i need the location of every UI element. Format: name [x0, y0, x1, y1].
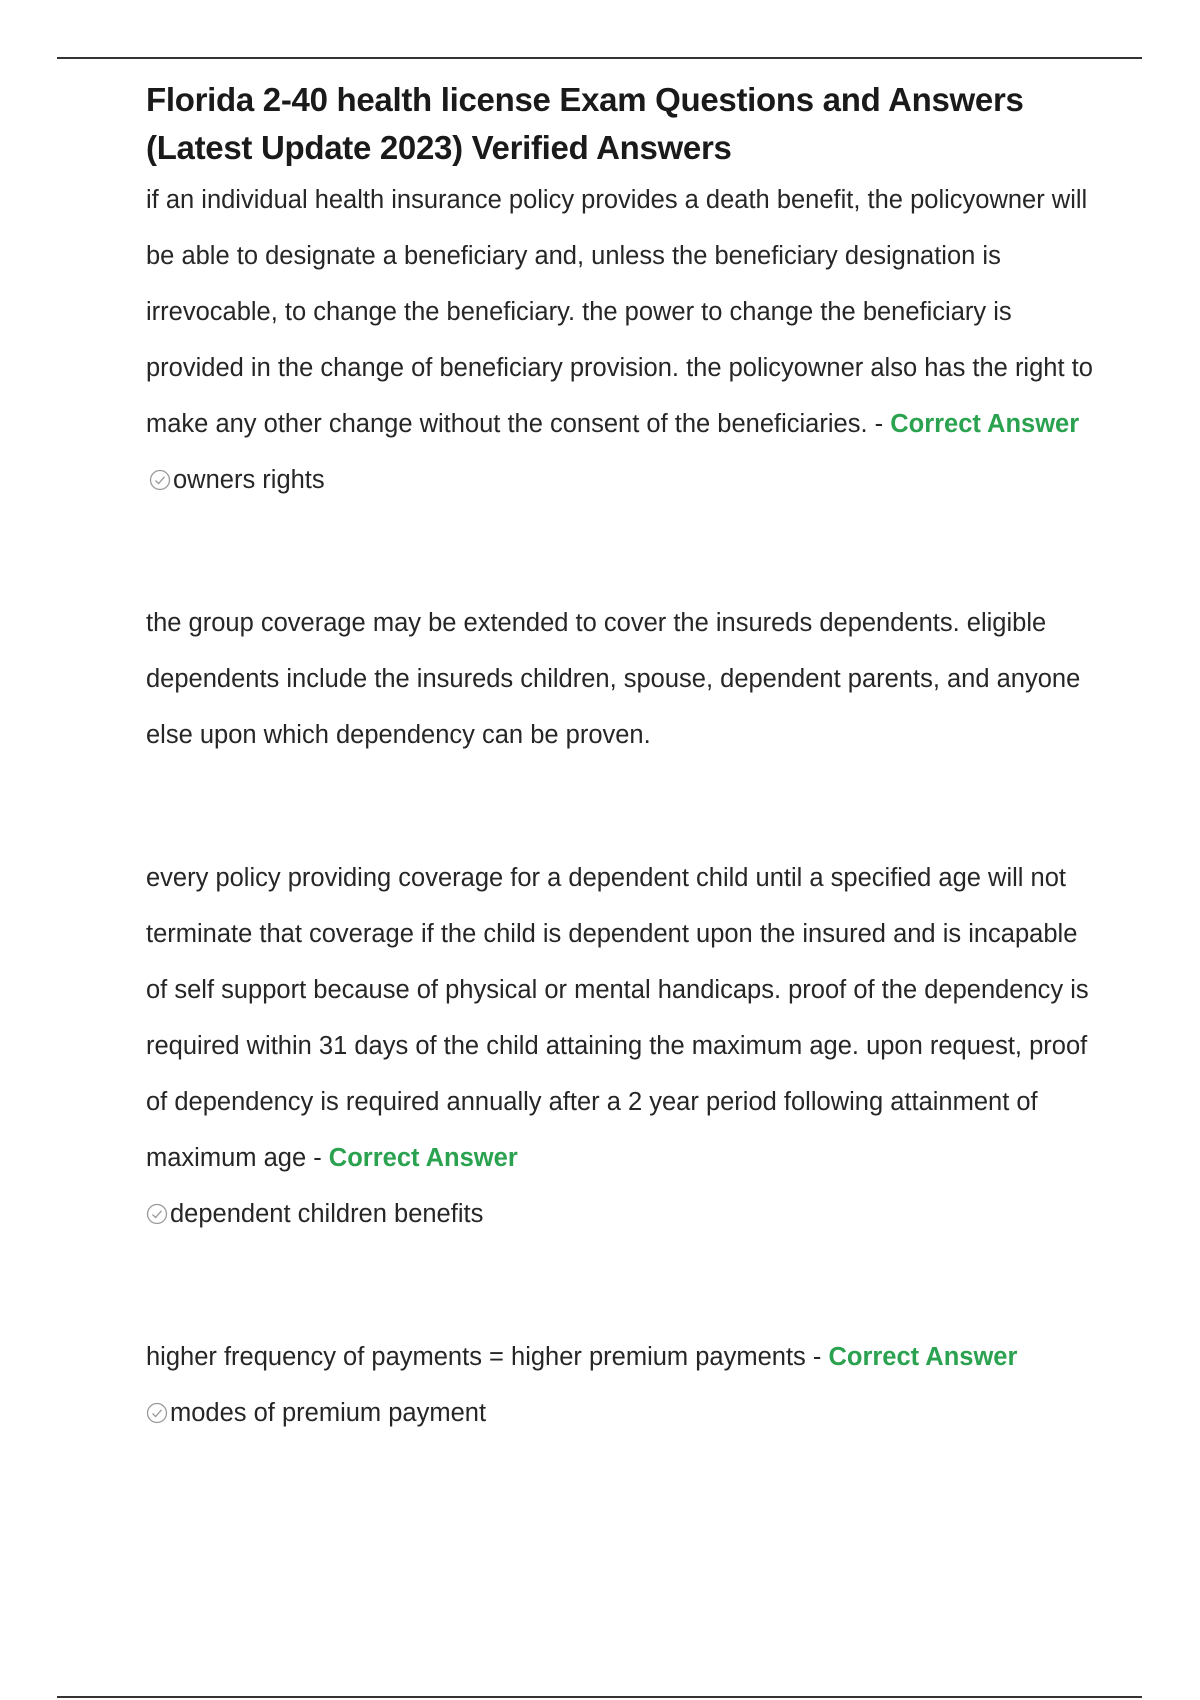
document-title: Florida 2-40 health license Exam Questions and Answers (Latest Update 2023) Verified Answers	[146, 81, 1024, 166]
check-circle-icon	[149, 469, 171, 491]
question-text: every policy providing coverage for a dependent child until a specified age will not terminate that coverage if the child is dependent upon the insured and is incapable of self support because of physical or mental handicaps. proof of the dependency is required within 31 days of the child attaining the maximum age. upon request, proof of dependency is required annually after a 2 year period following attainment of maximum age -	[146, 864, 1089, 1172]
correct-answer-label: Correct Answer	[828, 1343, 1018, 1371]
qa-item	[146, 1329, 1096, 1441]
answer-text: owners rights	[173, 466, 325, 494]
bottom-rule	[57, 1696, 1142, 1698]
check-circle-icon	[146, 1402, 168, 1424]
correct-answer-label: Correct Answer	[890, 410, 1080, 438]
question-text: higher frequency of payments = higher premium payments -	[146, 1343, 829, 1371]
qa-item	[146, 850, 1096, 1242]
qa-item	[146, 595, 1096, 763]
check-circle-icon	[146, 1203, 168, 1225]
document-body	[146, 76, 1096, 1441]
qa-item	[146, 172, 1096, 508]
answer-text: dependent children benefits	[170, 1200, 484, 1228]
correct-answer-label: Correct Answer	[328, 1144, 518, 1172]
answer-text: modes of premium payment	[170, 1399, 487, 1427]
top-rule	[57, 57, 1142, 59]
question-text: if an individual health insurance policy provides a death benefit, the policyowner will be able to designate a beneficiary and, unless the beneficiary designation is irrevocable, to change the beneficiary. the power to change the beneficiary is provided in the change of beneficiary provision. the policyowner also has the right to make any other change without the consent of the beneficiaries. -	[146, 186, 1093, 438]
question-text: the group coverage may be extended to cover the insureds dependents. eligible dependents include the insureds children, spouse, dependent parents, and anyone else upon which dependency can be proven.	[146, 609, 1081, 749]
